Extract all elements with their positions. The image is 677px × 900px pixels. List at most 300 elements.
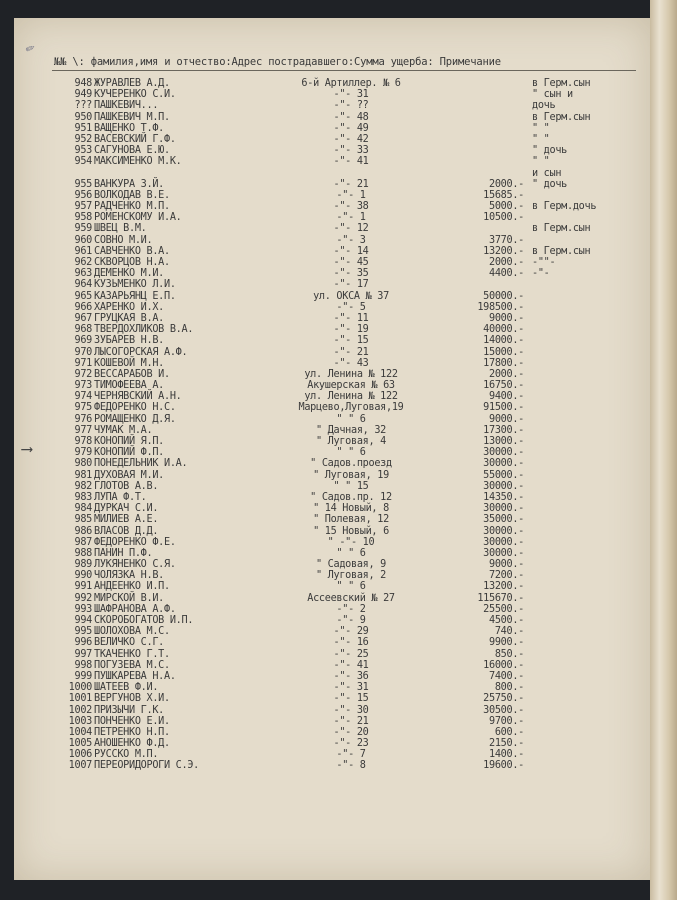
row-address: " " 6	[336, 581, 366, 593]
row-name: РУССКО М.П.	[94, 749, 159, 761]
row-address: -"- 2	[336, 603, 366, 615]
row-number: 972	[74, 368, 92, 380]
row-number: 989	[74, 559, 92, 571]
table-row	[14, 492, 650, 503]
row-name: ВЕЛИЧКО С.Г.	[94, 637, 165, 649]
row-sum: 30000.-	[483, 503, 524, 515]
table-row	[14, 414, 650, 425]
row-name: ШВЕЦ В.М.	[94, 223, 147, 235]
arrow-mark-icon: ⟶	[22, 439, 32, 458]
row-note: " сын и	[532, 89, 573, 101]
row-sum: 850.-	[494, 648, 524, 660]
table-row	[14, 570, 650, 581]
row-number: 970	[74, 346, 92, 358]
row-name: МИЛИЕВ А.Е.	[94, 514, 159, 526]
row-name: РОМЕНСКОМУ И.А.	[94, 212, 182, 224]
row-sum: 30000.-	[483, 536, 524, 548]
row-number: 1000	[68, 682, 92, 694]
row-number: 990	[74, 570, 92, 582]
row-number: 982	[74, 480, 92, 492]
row-address: ул. ОКСА № 37	[313, 290, 389, 302]
row-number: 993	[74, 603, 92, 615]
row-number: 980	[74, 458, 92, 470]
row-sum: 3770.-	[488, 234, 524, 246]
row-address: -"- 19	[333, 324, 369, 336]
row-sum: 600.-	[494, 726, 524, 738]
row-number: 960	[74, 234, 92, 246]
row-note: -""-	[532, 257, 556, 268]
row-address: -"- 21	[333, 178, 369, 190]
row-address: -"- 21	[333, 715, 369, 727]
row-address: -"- 29	[333, 626, 369, 638]
table-row	[14, 514, 650, 525]
row-number: 961	[74, 245, 92, 257]
table-row	[14, 123, 650, 134]
table-row	[14, 581, 650, 592]
table-row	[14, 335, 650, 346]
row-number: 963	[74, 268, 92, 280]
table-row	[14, 257, 650, 268]
row-address: -"- 11	[333, 312, 369, 324]
row-name: КАЗАРЬЯНЦ Е.П.	[94, 290, 176, 302]
row-note: " "	[532, 133, 550, 145]
row-sum: 14350.-	[483, 491, 524, 503]
row-name: ВЕССАРАБОВ И.	[94, 368, 170, 380]
row-address: -"- 42	[333, 133, 369, 145]
row-name: РАДЧЕНКО М.П.	[94, 201, 170, 213]
row-name: ЗУБАРЕВ Н.В.	[94, 335, 165, 347]
table-row	[14, 503, 650, 514]
row-sum: 13000.-	[483, 436, 524, 447]
row-number: 978	[74, 436, 92, 447]
row-number: 956	[74, 189, 92, 201]
row-address: -"- 38	[333, 201, 369, 213]
row-name: ДЕМЕНКО М.И.	[94, 268, 165, 280]
row-sum: 7200.-	[488, 570, 524, 582]
row-sum: 7400.-	[488, 670, 524, 682]
row-address: " Луговая, 4	[315, 436, 386, 447]
row-name: ТИМОФЕЕВА А.	[94, 380, 165, 392]
row-number: 1003	[68, 715, 92, 727]
row-number: 979	[74, 447, 92, 459]
row-name: КОШЕВОЙ М.Н.	[94, 357, 165, 369]
table-row	[14, 347, 650, 358]
row-number: 981	[74, 469, 92, 481]
table-row	[14, 145, 650, 156]
row-number: 957	[74, 201, 92, 213]
row-address: -"- 49	[333, 122, 369, 134]
table-row	[14, 369, 650, 380]
row-sum: 9000.-	[488, 559, 524, 571]
row-address: -"- 36	[333, 670, 369, 682]
table-row	[14, 212, 650, 223]
row-number: 948	[74, 78, 92, 89]
row-sum: 16750.-	[483, 380, 524, 392]
row-name: СКВОРЦОВ Н.А.	[94, 257, 170, 268]
row-sum: 5000.-	[488, 201, 524, 213]
row-sum: 17300.-	[483, 424, 524, 436]
row-address: -"- 12	[333, 223, 369, 235]
table-row	[14, 313, 650, 324]
table-row	[14, 727, 650, 738]
row-address: -"- 15	[333, 693, 369, 705]
row-number: 966	[74, 301, 92, 313]
table-row	[14, 402, 650, 413]
row-address: 6-й Артиллер. № 6	[301, 78, 401, 89]
row-address: " Садовая, 9	[315, 559, 386, 571]
row-address: " " 6	[336, 413, 366, 425]
row-note: в Герм.сын	[532, 223, 591, 235]
row-sum: 40000.-	[483, 324, 524, 336]
row-name: ЧЕРНЯВСКИЙ А.Н.	[94, 391, 182, 403]
row-name: ВАНКУРА З.Й.	[94, 178, 165, 190]
row-address: -"- 1	[336, 189, 366, 201]
row-note: дочь	[532, 100, 556, 112]
row-number: 977	[74, 424, 92, 436]
table-row	[14, 470, 650, 481]
row-number: 962	[74, 257, 92, 268]
row-sum: 2000.-	[488, 257, 524, 268]
row-name: ВЕРГУНОВ Х.И.	[94, 693, 170, 705]
table-row	[14, 190, 650, 201]
row-address: -"- 48	[333, 111, 369, 123]
table-row	[14, 671, 650, 682]
row-name: ХАРЕНКО И.Х.	[94, 301, 165, 313]
table-row	[14, 649, 650, 660]
row-number: ???	[74, 100, 92, 112]
row-sum: 25750.-	[483, 693, 524, 705]
row-number: 973	[74, 380, 92, 392]
row-number: 1001	[68, 693, 92, 705]
row-sum: 10500.-	[483, 212, 524, 224]
table-row	[14, 548, 650, 559]
row-name: ПОГУЗЕВА М.С.	[94, 659, 170, 671]
table-row	[14, 693, 650, 704]
row-address: -"- 35	[333, 268, 369, 280]
row-number: 953	[74, 145, 92, 157]
row-address: -"- ??	[333, 100, 369, 112]
row-name: ПАШКЕВИЧ...	[94, 100, 159, 112]
table-row	[14, 604, 650, 615]
table-row	[14, 391, 650, 402]
table-row	[14, 760, 650, 771]
row-number: 1002	[68, 704, 92, 716]
row-note: в Герм.сын	[532, 245, 591, 257]
row-number: 991	[74, 581, 92, 593]
row-number: 965	[74, 290, 92, 302]
row-address: " 15 Новый, 6	[313, 525, 389, 537]
page-edge	[650, 0, 677, 900]
row-name: ПОНЧЕНКО Е.И.	[94, 715, 170, 727]
row-name: САГУНОВА Е.Ю.	[94, 145, 170, 157]
row-number: 955	[74, 178, 92, 190]
row-number: 1006	[68, 749, 92, 761]
row-note: " дочь	[532, 178, 568, 190]
row-number: 974	[74, 391, 92, 403]
row-number: 959	[74, 223, 92, 235]
row-name: ВЛАСОВ Д.Д.	[94, 525, 159, 537]
row-name: ГРУЦКАЯ В.А.	[94, 312, 165, 324]
row-number: 950	[74, 111, 92, 123]
row-number: 988	[74, 547, 92, 559]
row-name: ФЕДОРЕНКО Н.С.	[94, 402, 176, 414]
row-address: " " 15	[333, 480, 369, 492]
row-name: ШОЛОХОВА М.С.	[94, 626, 170, 638]
row-name: ПОНЕДЕЛЬНИК И.А.	[94, 458, 188, 470]
row-name: СКОРОБОГАТОВ И.П.	[94, 615, 194, 626]
row-sum: 15685.-	[483, 189, 524, 201]
row-sum: 30000.-	[483, 480, 524, 492]
row-note: и сын	[532, 167, 562, 179]
row-name: МИРСКОЙ В.И.	[94, 592, 165, 604]
row-number: 987	[74, 536, 92, 548]
table-row	[14, 626, 650, 637]
row-sum: 50000.-	[483, 290, 524, 302]
row-number: 964	[74, 279, 92, 291]
table-row	[14, 324, 650, 335]
table-row	[14, 526, 650, 537]
row-address: -"- 41	[333, 659, 369, 671]
row-number: 967	[74, 312, 92, 324]
row-sum: 55000.-	[483, 469, 524, 481]
row-name: ВАСЕВСКИЙ Г.Ф.	[94, 133, 176, 145]
row-address: " Садов.проезд	[310, 458, 392, 470]
row-number: 976	[74, 413, 92, 425]
row-name: ГЛОТОВ А.В.	[94, 480, 159, 492]
row-number: 954	[74, 156, 92, 168]
row-number: 985	[74, 514, 92, 526]
row-number: 999	[74, 670, 92, 682]
row-number: 1005	[68, 738, 92, 750]
row-name: КУЧЕРЕНКО С.И.	[94, 89, 176, 101]
row-address: Ассеевский № 27	[307, 592, 395, 604]
row-name: ДУРКАЧ С.И.	[94, 503, 159, 515]
row-name: ШАТЕЕВ Ф.И.	[94, 682, 159, 694]
row-name: ФЕДОРЕНКО Ф.Е.	[94, 536, 176, 548]
row-sum: 2150.-	[488, 738, 524, 750]
row-name: АНОШЕНКО Ф.Д.	[94, 738, 170, 750]
table-row	[14, 100, 650, 111]
table-row	[14, 89, 650, 100]
row-sum: 9400.-	[488, 391, 524, 403]
row-address: -"- 25	[333, 648, 369, 660]
row-sum: 30000.-	[483, 447, 524, 459]
row-sum: 16000.-	[483, 659, 524, 671]
row-name: ЛЫСОГОРСКАЯ А.Ф.	[94, 346, 188, 358]
row-name: КУЗЬМЕНКО Л.И.	[94, 279, 176, 291]
row-name: КОНОПИЙ Я.П.	[94, 436, 165, 447]
row-number: 994	[74, 615, 92, 626]
table-row	[14, 593, 650, 604]
row-address: -"- 30	[333, 704, 369, 716]
row-name: ПАШКЕВИЧ М.П.	[94, 111, 170, 123]
table-row	[14, 615, 650, 626]
table-row	[14, 481, 650, 492]
table-header: №№ \: фамилия,имя и отчество:Адрес пострадавшего:Сумма ущерба: Примечание	[54, 56, 501, 68]
row-address: ул. Ленина № 122	[304, 368, 398, 380]
row-number: 986	[74, 525, 92, 537]
row-name: ПРИЗЫЧИ Г.К.	[94, 704, 165, 716]
document-page	[14, 18, 650, 880]
table-row	[14, 705, 650, 716]
row-sum: 9000.-	[488, 413, 524, 425]
row-number: 1007	[68, 760, 92, 772]
row-sum: 198500.-	[477, 301, 524, 313]
row-number: 971	[74, 357, 92, 369]
row-address: -"- 9	[336, 615, 366, 626]
table-row	[14, 436, 650, 447]
row-sum: 2000.-	[488, 368, 524, 380]
row-note: " "	[532, 122, 550, 134]
row-name: ДУХОВАЯ М.И.	[94, 469, 165, 481]
table-row	[14, 682, 650, 693]
row-address: -"- 31	[333, 682, 369, 694]
row-name: ЧУМАК М.А.	[94, 424, 153, 436]
row-number: 952	[74, 133, 92, 145]
table-row	[14, 447, 650, 458]
row-address: -"- 21	[333, 346, 369, 358]
table-body	[14, 78, 650, 772]
row-name: ПЕРЕОРИДОРОГИ С.Э.	[94, 760, 200, 772]
row-address: -"- 7	[336, 749, 366, 761]
table-row	[14, 749, 650, 760]
row-address: -"- 23	[333, 738, 369, 750]
row-name: ЛУКЯНЕНКО С.Я.	[94, 559, 176, 571]
table-row	[14, 358, 650, 369]
row-sum: 115670.-	[477, 592, 524, 604]
table-row	[14, 235, 650, 246]
row-number: 984	[74, 503, 92, 515]
row-name: ЛУПА Ф.Т.	[94, 491, 147, 503]
row-sum: 9000.-	[488, 312, 524, 324]
row-number: 949	[74, 89, 92, 101]
row-name: ПУШКАРЕВА Н.А.	[94, 670, 176, 682]
handwritten-mark: ✎	[22, 41, 39, 56]
table-row	[14, 302, 650, 313]
row-number: 958	[74, 212, 92, 224]
row-sum: 9900.-	[488, 637, 524, 649]
row-address: " Луговая, 2	[315, 570, 386, 582]
row-address: " Полевая, 12	[313, 514, 389, 526]
row-sum: 13200.-	[483, 245, 524, 257]
row-name: ЖУРАВЛЕВ А.Д.	[94, 78, 170, 89]
header-divider	[52, 70, 636, 71]
row-sum: 740.-	[494, 626, 524, 638]
row-address: " " 6	[336, 447, 366, 459]
row-sum: 30000.-	[483, 547, 524, 559]
table-row	[14, 179, 650, 190]
row-address: -"- 1	[336, 212, 366, 224]
row-address: " Дачная, 32	[315, 424, 386, 436]
row-name: РОМАЩЕНКО Д.Я.	[94, 413, 176, 425]
table-row	[14, 168, 650, 179]
row-address: -"- 41	[333, 156, 369, 168]
row-address: Марцево,Луговая,19	[298, 402, 404, 414]
row-name: ВАЩЕНКО Т.Ф.	[94, 122, 165, 134]
table-row	[14, 156, 650, 167]
row-address: -"- 43	[333, 357, 369, 369]
row-address: -"- 45	[333, 257, 369, 268]
table-row	[14, 637, 650, 648]
row-address: -"- 17	[333, 279, 369, 291]
row-sum: 30000.-	[483, 525, 524, 537]
table-row	[14, 660, 650, 671]
row-name: СОВНО М.И.	[94, 234, 153, 246]
row-name: КОНОПИЙ Ф.П.	[94, 447, 165, 459]
row-sum: 19600.-	[483, 760, 524, 772]
row-address: " Луговая, 19	[313, 469, 389, 481]
row-address: -"- 14	[333, 245, 369, 257]
row-number: 951	[74, 122, 92, 134]
row-name: САВЧЕНКО В.А.	[94, 245, 170, 257]
table-row	[14, 134, 650, 145]
table-row	[14, 537, 650, 548]
row-sum: 91500.-	[483, 402, 524, 414]
row-number: 969	[74, 335, 92, 347]
row-address: ул. Ленина № 122	[304, 391, 398, 403]
row-number: 992	[74, 592, 92, 604]
row-address: -"- 31	[333, 89, 369, 101]
row-name: ПАНИН П.Ф.	[94, 547, 153, 559]
row-sum: 15000.-	[483, 346, 524, 358]
row-sum: 800.-	[494, 682, 524, 694]
table-row	[14, 201, 650, 212]
row-sum: 14000.-	[483, 335, 524, 347]
table-row	[14, 223, 650, 234]
row-name: ТВЕРДОХЛИКОВ В.А.	[94, 324, 194, 336]
table-row	[14, 279, 650, 290]
row-address: Акушерская № 63	[307, 380, 395, 392]
table-row	[14, 559, 650, 570]
row-address: -"- 16	[333, 637, 369, 649]
row-note: -"-	[532, 268, 550, 280]
table-row	[14, 458, 650, 469]
row-name: ВОЛКОДАВ В.Е.	[94, 189, 170, 201]
row-note: в Герм.дочь	[532, 201, 597, 213]
row-name: ТКАЧЕНКО Г.Т.	[94, 648, 170, 660]
table-row	[14, 291, 650, 302]
row-number: 998	[74, 659, 92, 671]
row-number: 975	[74, 402, 92, 414]
row-address: " 14 Новый, 8	[313, 503, 389, 515]
row-address: -"- 20	[333, 726, 369, 738]
table-row	[14, 738, 650, 749]
table-row	[14, 112, 650, 123]
row-note: " дочь	[532, 145, 568, 157]
row-address: -"- 15	[333, 335, 369, 347]
row-name: ПЕТРЕНКО Н.П.	[94, 726, 170, 738]
row-number: 995	[74, 626, 92, 638]
row-address: -"- 8	[336, 760, 366, 772]
row-sum: 4400.-	[488, 268, 524, 280]
row-name: АНДЕЕНКО И.П.	[94, 581, 170, 593]
table-row	[14, 268, 650, 279]
row-sum: 4500.-	[488, 615, 524, 626]
row-note: в Герм.сын	[532, 78, 591, 89]
row-number: 983	[74, 491, 92, 503]
table-row	[14, 425, 650, 436]
row-sum: 9700.-	[488, 715, 524, 727]
row-address: -"- 3	[336, 234, 366, 246]
row-name: ЧОЛЯЗКА Н.В.	[94, 570, 165, 582]
row-note: " "	[532, 156, 550, 168]
row-address: " " 6	[336, 547, 366, 559]
row-number: 1004	[68, 726, 92, 738]
row-address: -"- 5	[336, 301, 366, 313]
table-row	[14, 716, 650, 727]
row-note: в Герм.сын	[532, 111, 591, 123]
row-sum: 30500.-	[483, 704, 524, 716]
